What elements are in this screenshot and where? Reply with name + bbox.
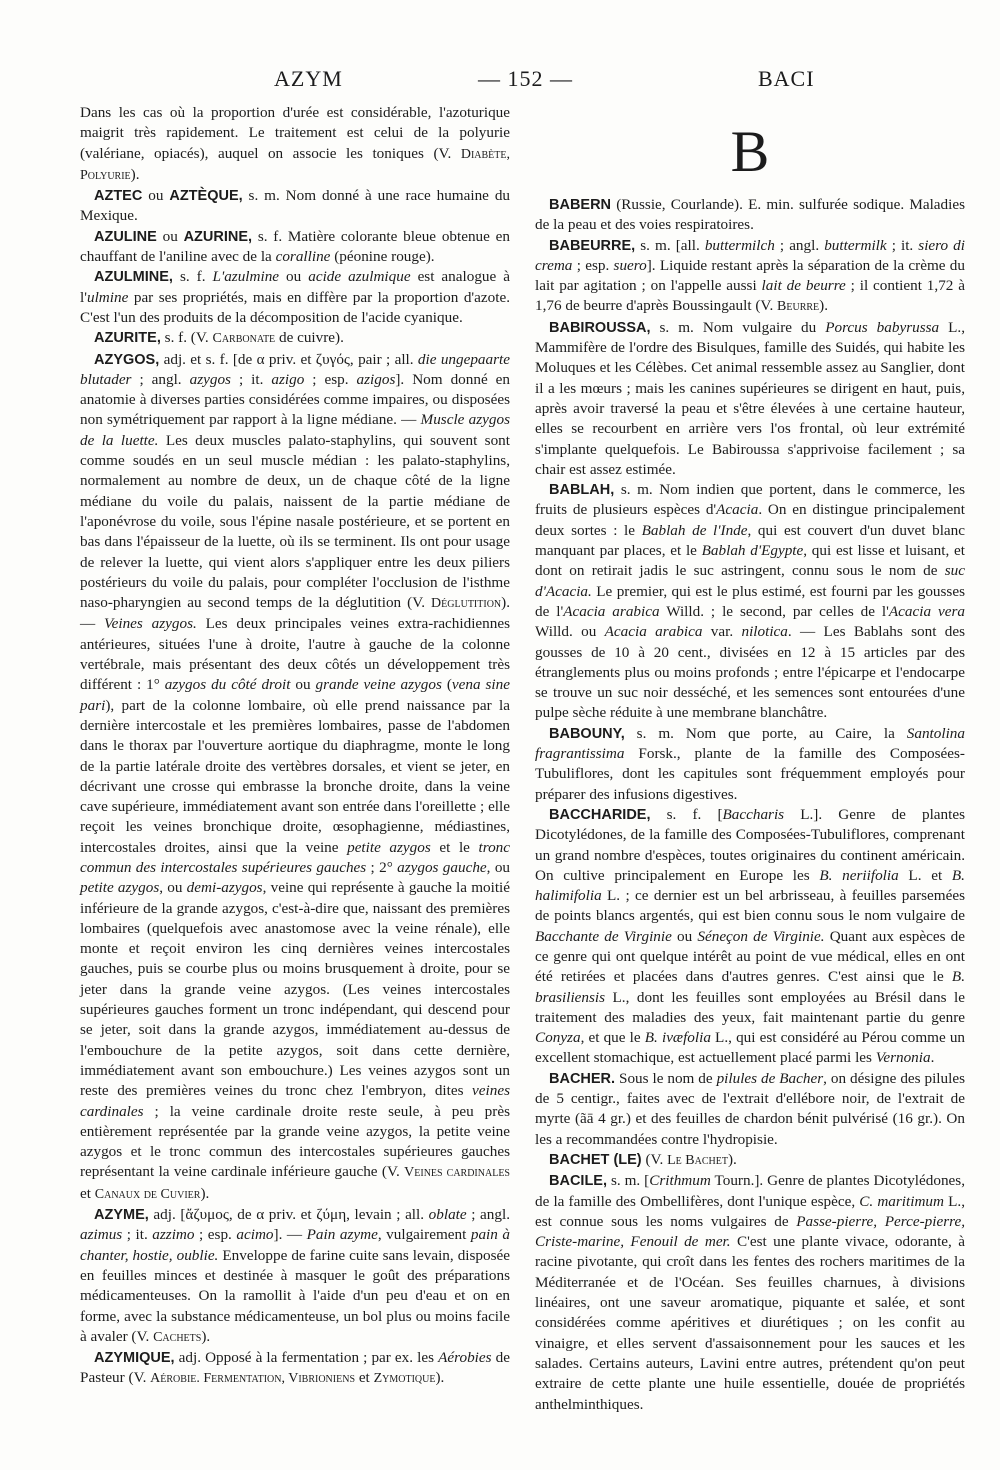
- entry-headword: BACILE,: [549, 1173, 607, 1190]
- dictionary-entry: [80, 328, 510, 349]
- entry-text: Quant aux espèces de ce genre qui ont quelque intérêt au point de vue médical, elles en ont été retirées et placées dans d'autres genres. C'est ainsi que le: [535, 927, 965, 986]
- italic-term: veines cardinales: [80, 1082, 510, 1120]
- entry-text: , qui est lisse et luisant, et dont on retirait jadis le suc astringent, connu sous le nom de: [535, 542, 965, 580]
- italic-term: pain à chanter, hostie, oublie.: [80, 1226, 510, 1264]
- entry-text: Les deux muscles palato-staphylins, qui souvent sont comme soudés en un seul muscle médian : les palato-staphylins, normalement au nombre de deux, un de chaque côté de la ligne médiane du voile du palais, naissent de la partie médiane de l'aponévrose du voile, sous l'épine nasale postérieure, et se portent en bas dans l'épaisseur de la luette, où ils se terminent. Ils ont pour usage de relever la luette, qui vient alors s'appliquer entre les deux piliers postérieurs du voile du palais, pour compléter l'occlusion de l'isthme naso-pharyngien au second temps de la déglutition (V.: [80, 431, 510, 612]
- entry-text: de Pasteur (V.: [80, 1349, 510, 1387]
- italic-term: grande veine azygos: [315, 676, 442, 694]
- dictionary-entry: [80, 227, 510, 268]
- entry-text: ; angl.: [466, 1206, 510, 1224]
- right-column: [535, 105, 965, 1415]
- entry-text: , vulgairement: [377, 1226, 471, 1244]
- cross-reference: Zymotique: [373, 1371, 436, 1387]
- header-left-word: AZYM: [274, 66, 343, 91]
- entry-text: ]. Nom donné en anatomie à diverses parties considérées comme impaires, ou disposées non symétriquement par rapport à la ligne médiane. —: [80, 370, 511, 429]
- italic-term: L'azulmine: [212, 268, 280, 286]
- cross-reference: Veines cardinales: [404, 1165, 510, 1181]
- entry-text: ; angl.: [131, 370, 190, 388]
- entry-headword: AZYGOS,: [94, 351, 160, 368]
- entry-headword: AZYMIQUE,: [94, 1350, 175, 1367]
- entry-text: L.]. Genre de plantes Dicotylédones, de la famille des Composées-Tubuliflores, comprenant un grand nombre d'espèces, toutes originaires du continent américain. On cultive principalement en Europe les: [535, 805, 966, 884]
- dictionary-entry: [535, 805, 965, 1069]
- entry-text: s. m. Nom indien que portent, dans le commerce, les fruits de plusieurs espèces d': [535, 481, 965, 519]
- italic-term: ulmine: [86, 288, 129, 306]
- italic-term: demi-azygos: [186, 879, 263, 897]
- italic-term: lait de beurre: [761, 277, 846, 295]
- left-column: [80, 103, 510, 1390]
- dictionary-entry: [80, 350, 510, 1205]
- italic-term: B. brasiliensis: [535, 968, 965, 1006]
- entry-text: var.: [702, 623, 742, 641]
- entry-text: ).: [435, 1369, 445, 1387]
- entry-headword: AZULINE: [94, 228, 157, 245]
- entry-text: ), part de la colonne lombaire, où elle prend naissance par la dernière intercostale et les premières lombaires, passe de l'abdomen dans le thorax par l'ouverture aortique du diaphragme, monte le long de la partie latérale droite des vertèbres dorsales, et vient se jeter, en décrivant une crosse qui embrasse la bronche droite, dans la veine cave supérieure, immédiatement avant son entrée dans l'oreillette ; elle reçoit les veines bronchique droite, œsophagienne, médiastines, intercostales droites, ainsi que la veine: [80, 696, 510, 856]
- italic-term: C. maritimum: [859, 1192, 944, 1210]
- entry-text: (V.: [641, 1150, 668, 1168]
- italic-term: Muscle azygos de la luette.: [80, 411, 510, 449]
- italic-term: vena sine pari: [80, 676, 510, 714]
- entry-headword: AZTÈQUE,: [169, 188, 243, 205]
- entry-headword: BACCHARIDE,: [549, 806, 651, 823]
- entry-text: ; esp.: [572, 256, 614, 274]
- dictionary-entry: [80, 1205, 510, 1348]
- entry-headword: AZULMINE,: [94, 269, 173, 286]
- entry-text: ).: [200, 1184, 210, 1202]
- dictionary-entry: [535, 236, 965, 318]
- section-letter: B: [730, 119, 770, 184]
- entry-text: L., Mammifère de l'ordre des Bisulques, famille des Suidés, qui habite les Moluques et les Célèbes. Cet animal ressemble assez au Sanglier, dont il a les mœurs ; mais les canines supérieures se dirigent en haut, puis, après avoir traversé la peau et s'être élevées à une certaine hauteur, elles se recourbent en arrière vers l'os frontal, où leur extrémité s'implante quelquefois. Le Babiroussa s'apprivoise facilement ; sa chair est assez estimée.: [535, 318, 966, 478]
- dictionary-entry: [535, 1171, 965, 1415]
- italic-term: siero di crema: [535, 236, 965, 274]
- italic-term: Acacia: [716, 501, 759, 519]
- italic-term: azzimo: [152, 1226, 195, 1244]
- italic-term: Acacia arabica: [563, 602, 660, 620]
- italic-term: B. halimifolia: [535, 866, 965, 905]
- italic-term: buttermilch: [704, 236, 775, 254]
- italic-term: petite azygos: [80, 879, 160, 897]
- entry-text: ]. Liquide restant après la séparation de la crème du lait par agitation ; on l'appelle aussi: [535, 256, 965, 295]
- right-column-entries: [535, 195, 965, 1415]
- entry-text: Forsk., plante de la famille des Composées-Tubuliflores, dont les capitules sont fréquemment employés pour préparer des infusions digestives.: [535, 745, 965, 803]
- entry-text: L. et: [898, 866, 952, 884]
- cross-reference: Cachets: [153, 1329, 202, 1345]
- italic-term: acide azulmique: [308, 268, 411, 286]
- italic-term: Vernonia: [875, 1049, 931, 1067]
- entry-text: adj. Opposé à la fermentation ; par ex. les: [174, 1349, 439, 1367]
- italic-term: azygos gauche: [397, 858, 487, 876]
- italic-term: B. neriifolia: [819, 866, 899, 884]
- entry-text: L., dont les feuilles sont employées au Brésil dans le traitement des maladies des yeux, fait maintenant partie du genre: [535, 988, 965, 1026]
- entry-text: s. m. Nom donné à une race humaine du Mexique.: [80, 187, 511, 225]
- italic-term: Bablah de l'Inde: [641, 521, 748, 539]
- entry-text: adj. et s. f. [de α priv. et ζυγός, pair ; all.: [159, 350, 418, 368]
- entry-text: Sous le nom de: [615, 1069, 717, 1087]
- entry-text: C'est une plante vivace, odorante, à racine pivotante, qui croît dans les fentes des rochers maritimes de la Méditerranée et de l'Océan. Ses feuilles charnues, à divisions linéaires, ont une saveur aromatique, piquante et salée, et sont considérées comme apéritives et diurétiques ; on les confit au vinaigre, et elles servent d'assaisonnement pour les sauces et les salades. Certains auteurs, Lavini entre autres, prétendent qu'on peut extraire de cette plante une huile essentielle, douée de propriétés anthelminthiques.: [535, 1233, 965, 1413]
- entry-text: , ou: [486, 858, 510, 876]
- entry-text: .: [930, 1049, 935, 1067]
- entry-text: ou: [156, 227, 184, 245]
- italic-term: die ungepaarte blutader: [80, 350, 510, 388]
- entry-text: ou: [142, 187, 170, 205]
- entry-text: ).: [130, 165, 140, 183]
- entry-text: ; it.: [230, 370, 272, 388]
- italic-term: Pain azyme: [306, 1226, 378, 1244]
- dictionary-entry: [80, 1348, 510, 1390]
- italic-term: B. ivæfolia: [644, 1029, 711, 1047]
- cross-reference: Carbonate: [212, 331, 276, 347]
- italic-term: suero: [613, 256, 647, 274]
- entry-text: et: [355, 1369, 374, 1387]
- italic-term: Santolina fragrantissima: [535, 724, 965, 763]
- cross-reference: Diabète, Polyurie: [80, 146, 510, 183]
- entry-text: L. ; ce dernier est un bel arbrisseau, à feuilles parsemées de points blancs argentés, qui est bien connu sous le nom vulgaire de: [535, 887, 965, 925]
- italic-term: Crithmum: [649, 1172, 711, 1190]
- italic-term: azigos: [356, 370, 396, 388]
- entry-text: , veine qui représente à gauche la moitié inférieure de la grande azygos, c'est-à-dire que, naissant des premières lombaires (quelquefois avec anastomose avec la veine rénale), elle monte et reçoit environ les cinq dernières veines intercostales gauches, puis se courbe plus ou moins brusquement à droite, pour se jeter dans la grande veine azygos. (Les veines intercostales supérieures gauches forment un tronc indépendant, qui descend pour se jeter, soit dans la grande azygos, immédiatement au-dessus de l'embouchure de la petite azygos, soit dans cette dernière, immédiatement avant son embouchure.) Les veines azygos sont un reste des premières veines du tronc chez l'embryon, dites: [80, 879, 510, 1100]
- entry-headword: BABEURRE,: [549, 237, 636, 254]
- entry-headword: AZYME,: [94, 1207, 149, 1224]
- entry-text: s. f. [: [650, 805, 723, 823]
- italic-term: pilules de Bacher: [716, 1069, 824, 1087]
- entry-headword: BABLAH,: [549, 482, 615, 499]
- dictionary-entry: [80, 103, 510, 186]
- italic-term: buttermilk: [824, 236, 887, 254]
- italic-term: Bacchante de Virginie: [535, 927, 672, 945]
- entry-headword: AZURINE,: [183, 228, 253, 245]
- italic-term: Acacia arabica: [604, 623, 703, 641]
- entry-text: par ses propriétés, mais en diffère par la proportion d'azote. C'est l'un des produits de la décomposition de l'acide cyanique.: [80, 288, 510, 326]
- dictionary-entry: [80, 267, 510, 328]
- entry-text: s. f.: [172, 268, 213, 286]
- entry-text: est analogue à l': [80, 268, 510, 306]
- running-header: [78, 66, 968, 96]
- entry-text: Enveloppe de farine cuite sans levain, disposée en feuilles minces et destinée à masquer le goût des préparations médicamenteuses. On la ramollit à l'aide d'un peu d'eau et on en forme, avec la substance médicamenteuse, un bol plus ou moins facile à avaler (V.: [80, 1246, 510, 1345]
- entry-text: , qui est couvert d'un duvet blanc manquant par places, et le: [535, 521, 965, 560]
- entry-text: ; la veine cardinale droite reste seule, à peu près entièrement représentée par la grande veine azygos, la petite veine azygos et le tronc commun des intercostales supérieures gauches représentant la veine cardinale inférieure gauche (V.: [80, 1102, 510, 1181]
- italic-term: Séneçon de Virginie.: [697, 927, 825, 945]
- entry-text: Tourn.]. Genre de plantes Dicotylédones, de la famille des Ombellifères, dont l'unique espèce,: [535, 1172, 966, 1210]
- italic-term: azimus: [80, 1226, 123, 1244]
- dictionary-entry: [535, 195, 965, 236]
- page-number: — 152 —: [478, 66, 573, 91]
- italic-term: Conyza: [535, 1029, 581, 1047]
- italic-term: acimo: [236, 1226, 274, 1244]
- entry-text: , et que le: [580, 1029, 645, 1047]
- entry-text: ou: [279, 268, 309, 286]
- entry-headword: AZTEC: [94, 188, 143, 205]
- entry-text: ).: [201, 1327, 211, 1345]
- entry-text: ]. —: [273, 1226, 307, 1244]
- entry-text: (péonine rouge).: [330, 248, 435, 266]
- entry-text: (Russie, Courlande). E. min. sulfurée sodique. Maladies de la peau et des voies respiratoires.: [535, 196, 965, 234]
- entry-text: adj. [ἄζυμος, de α priv. et ζύμη, levain ; all.: [148, 1206, 429, 1224]
- dictionary-entry: [535, 724, 965, 805]
- entry-headword: BACHER.: [549, 1070, 616, 1087]
- entry-text: ; esp.: [304, 370, 357, 388]
- entry-text: Willd. ; le second, par celles de l': [659, 602, 889, 620]
- italic-term: petite azygos: [347, 838, 431, 856]
- entry-text: s. f. (V.: [160, 329, 213, 347]
- entry-text: ).: [727, 1150, 737, 1168]
- entry-text: L., est connue sous les noms vulgaires de: [535, 1192, 966, 1230]
- entry-text: s. m. [: [607, 1172, 650, 1190]
- entry-text: s. m. Nom que porte, au Caire, la: [624, 724, 907, 742]
- cross-reference: Canaux de Cuvier: [94, 1186, 201, 1202]
- italic-term: azygos du côté droit: [164, 676, 291, 694]
- cross-reference: Déglutition: [431, 596, 502, 612]
- italic-term: oblate: [428, 1206, 467, 1224]
- italic-term: Acacia vera: [888, 602, 965, 620]
- italic-term: azigo: [271, 370, 305, 388]
- dictionary-entry: [535, 1150, 965, 1171]
- italic-term: Passe-pierre, Perce-pierre, Criste-marine, Fenouil de mer.: [535, 1212, 965, 1251]
- entry-text: Willd. ou: [535, 623, 605, 641]
- entry-text: ; angl.: [774, 236, 825, 254]
- entry-text: L., qui est considéré au Pérou comme un excellent stomachique, est actuellement placé parmi les: [535, 1029, 966, 1067]
- italic-term: Bablah d'Egypte: [701, 542, 804, 560]
- entry-text: ou: [671, 927, 698, 945]
- cross-reference: Aérobie. Fermentation, Vibrioniens: [150, 1371, 356, 1387]
- dictionary-entry: [80, 186, 510, 227]
- italic-term: suc d'Acacia.: [535, 562, 965, 600]
- entry-headword: AZURITE,: [94, 330, 161, 347]
- entry-text: ; esp.: [194, 1226, 237, 1244]
- entry-text: ; 2°: [366, 858, 398, 876]
- entry-text: s. m. Nom vulgaire du: [650, 318, 826, 336]
- dictionary-entry: [535, 318, 965, 480]
- entry-text: ; it.: [122, 1226, 153, 1244]
- entry-text: , ou: [159, 879, 187, 897]
- entry-text: ou: [290, 676, 316, 694]
- entry-text: , on désigne des pilules de 5 centigr., faites avec de l'extrait d'ellébore noir, de l'extrait de myrte (ãā 4 gr.) et des feuilles de chardon bénit pulvérisé (16 gr.). On les a recommandées contre l'hydropisie.: [535, 1069, 965, 1148]
- dictionary-entry: [535, 1069, 965, 1150]
- entry-headword: BACHET (LE): [549, 1151, 642, 1168]
- entry-headword: BABIROUSSA,: [549, 319, 651, 336]
- cross-reference: Le Bachet: [667, 1152, 728, 1168]
- entry-text: ; il contient 1,72 à 1,76 de beurre d'après Boussingault (V.: [535, 277, 965, 315]
- italic-term: Veines azygos.: [104, 615, 197, 633]
- entry-headword: BABOUNY,: [549, 725, 625, 742]
- dictionary-entry: [535, 480, 965, 724]
- header-right-word: BACI: [758, 66, 815, 91]
- entry-text: ; it.: [886, 236, 919, 254]
- entry-text: Le premier, qui est le plus estimé, est fourni par les gousses de l': [535, 582, 965, 620]
- entry-text: ). —: [80, 594, 510, 633]
- entry-text: et: [80, 1184, 95, 1202]
- entry-text: (: [441, 676, 452, 694]
- entry-text: s. f. Matière colorante bleue obtenue en chauffant de l'aniline avec de la: [80, 227, 510, 266]
- italic-term: azygos: [189, 370, 231, 388]
- entry-text: et le: [430, 838, 479, 856]
- entry-text: de cuivre).: [275, 329, 344, 347]
- entry-text: s. m. [all.: [635, 236, 705, 254]
- entry-text: . — Les Bablahs sont des gousses de 10 à 20 cent., divisées en 12 à 15 articles par des étranglements plus ou moins profonds ; entre l'épicarpe et l'endocarpe se trouve un suc noir desséché, et les semences sont entourées d'une pulpe sèche réduite à une membrane blanchâtre.: [535, 623, 965, 722]
- italic-term: nilotica: [741, 623, 788, 641]
- italic-term: Porcus babyrussa: [825, 318, 940, 336]
- italic-term: Baccharis: [722, 805, 785, 823]
- entry-text: Les deux principales veines extra-rachidiennes antérieures, situées l'une à droite, l'autre à gauche de la colonne vertébrale, mais présentant des deux côtés un développement très différent : 1°: [80, 615, 511, 694]
- italic-term: Aérobies: [438, 1349, 492, 1367]
- entry-headword: BABERN: [549, 197, 612, 213]
- italic-term: tronc commun des intercostales supérieures gauches: [80, 838, 510, 876]
- entry-text: Dans les cas où la proportion d'urée est considérable, l'azoturique maigrit très rapidement. Le traitement est celui de la polyurie (valériane, opiacés), auquel on associe les toniques (V.: [80, 104, 510, 162]
- italic-term: coralline: [275, 248, 331, 266]
- entry-text: . On en distingue principalement deux sortes : le: [535, 501, 965, 539]
- entry-text: ).: [819, 297, 829, 315]
- cross-reference: Beurre: [777, 299, 820, 315]
